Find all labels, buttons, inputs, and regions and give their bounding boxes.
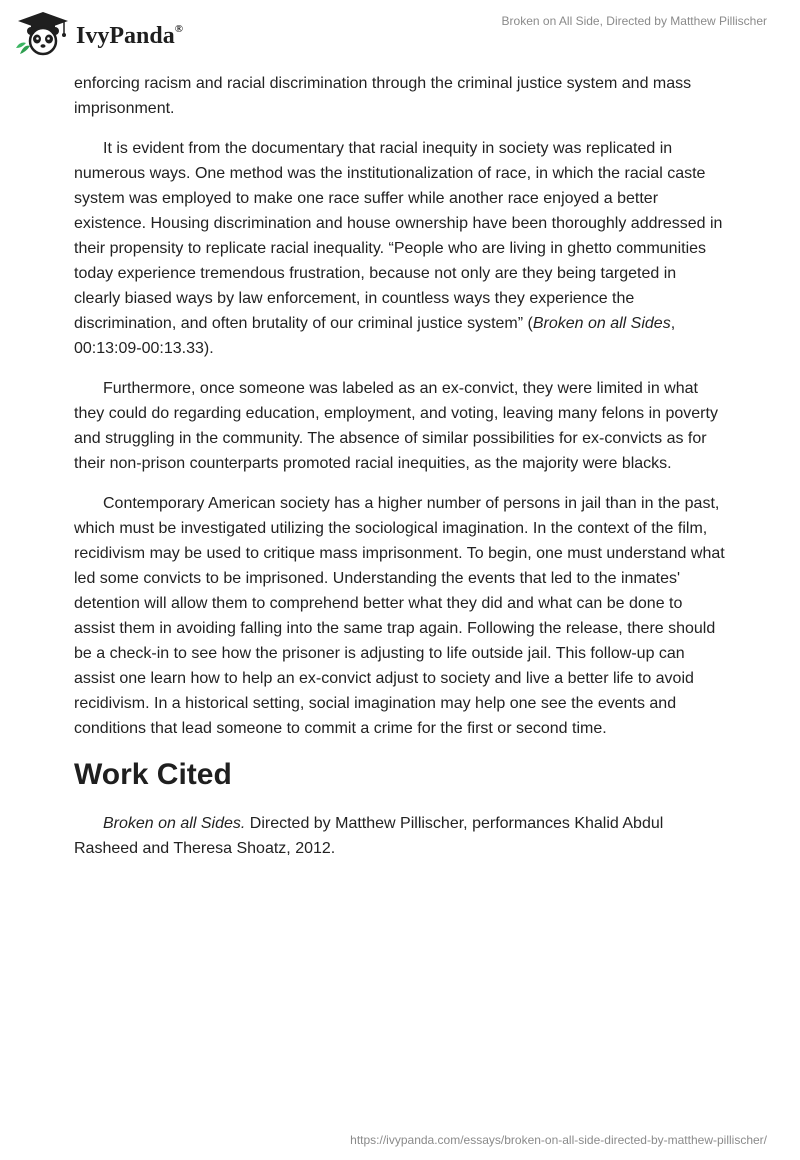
paragraph-recidivism: Contemporary American society has a higher number of persons in jail than in the past, which must be investigated utilizing the sociological imagination. In the context of the film, recidivism may be used to critique mass imprisonment. To begin, one must understand what led some convicts to be imprisoned. Understanding the events that led to the inmates' detention will allow them to comprehend better what they did and what can be done to assist them in avoiding falling into the same trap again. Following the release, there should be a check-in to see how the prisoner is adjusting to life outside jail. This follow-up can assist one learn how to help an ex-convict adjust to society and live a better life to avoid recidivism. In a historical setting, social imagination may help one see the events and conditions that lead someone to commit a crime for the first or second time. <box>74 495 725 737</box>
paragraph-ex-convicts: Furthermore, once someone was labeled as an ex-convict, they were limited in what they could do regarding education, employment, and voting, leaving many felons in poverty and struggling in the community. The absence of similar possibilities for ex-convicts as for their non-prison counterparts promoted racial inequities, as the majority were blacks. <box>74 380 718 472</box>
page-header <box>0 0 800 70</box>
paragraph-continued: enforcing racism and racial discrimination through the criminal justice system and mass imprisonment. <box>74 75 692 117</box>
source-url[interactable]: https://ivypanda.com/essays/broken-on-all-side-directed-by-matthew-pillischer/ <box>350 1133 767 1147</box>
essay-content <box>74 71 726 876</box>
works-cited-entry: Broken on all Sides. Directed by Matthew Pillischer, performances Khalid Abdul Rasheed and Theresa Shoatz, 2012. <box>74 815 664 857</box>
document-title: Broken on All Side, Directed by Matthew Pillischer <box>501 14 767 28</box>
paragraph-racial-inequity: It is evident from the documentary that racial inequity in society was replicated in numerous ways. One method was the institutionalization of race, in which the racial caste system was employed to make one race suffer while another race enjoyed a better existence. Housing discrimination and house ownership have been thoroughly addressed in their propensity to replicate racial inequality. “People who are living in ghetto communities today experience tremendous frustration, because not only are they being targeted in clearly biased ways by law enforcement, in countless ways they experience the discrimination, and often brutality of our criminal justice system” (Broken on all Sides, 00:13:09-00:13.33). <box>74 140 723 357</box>
works-cited-heading: Work Cited <box>74 758 232 791</box>
panda-graduate-icon <box>14 10 72 56</box>
ivypanda-logo[interactable] <box>14 10 183 56</box>
film-title-citation: Broken on all Sides <box>532 315 671 332</box>
brand-name: IvyPanda® <box>76 22 183 49</box>
